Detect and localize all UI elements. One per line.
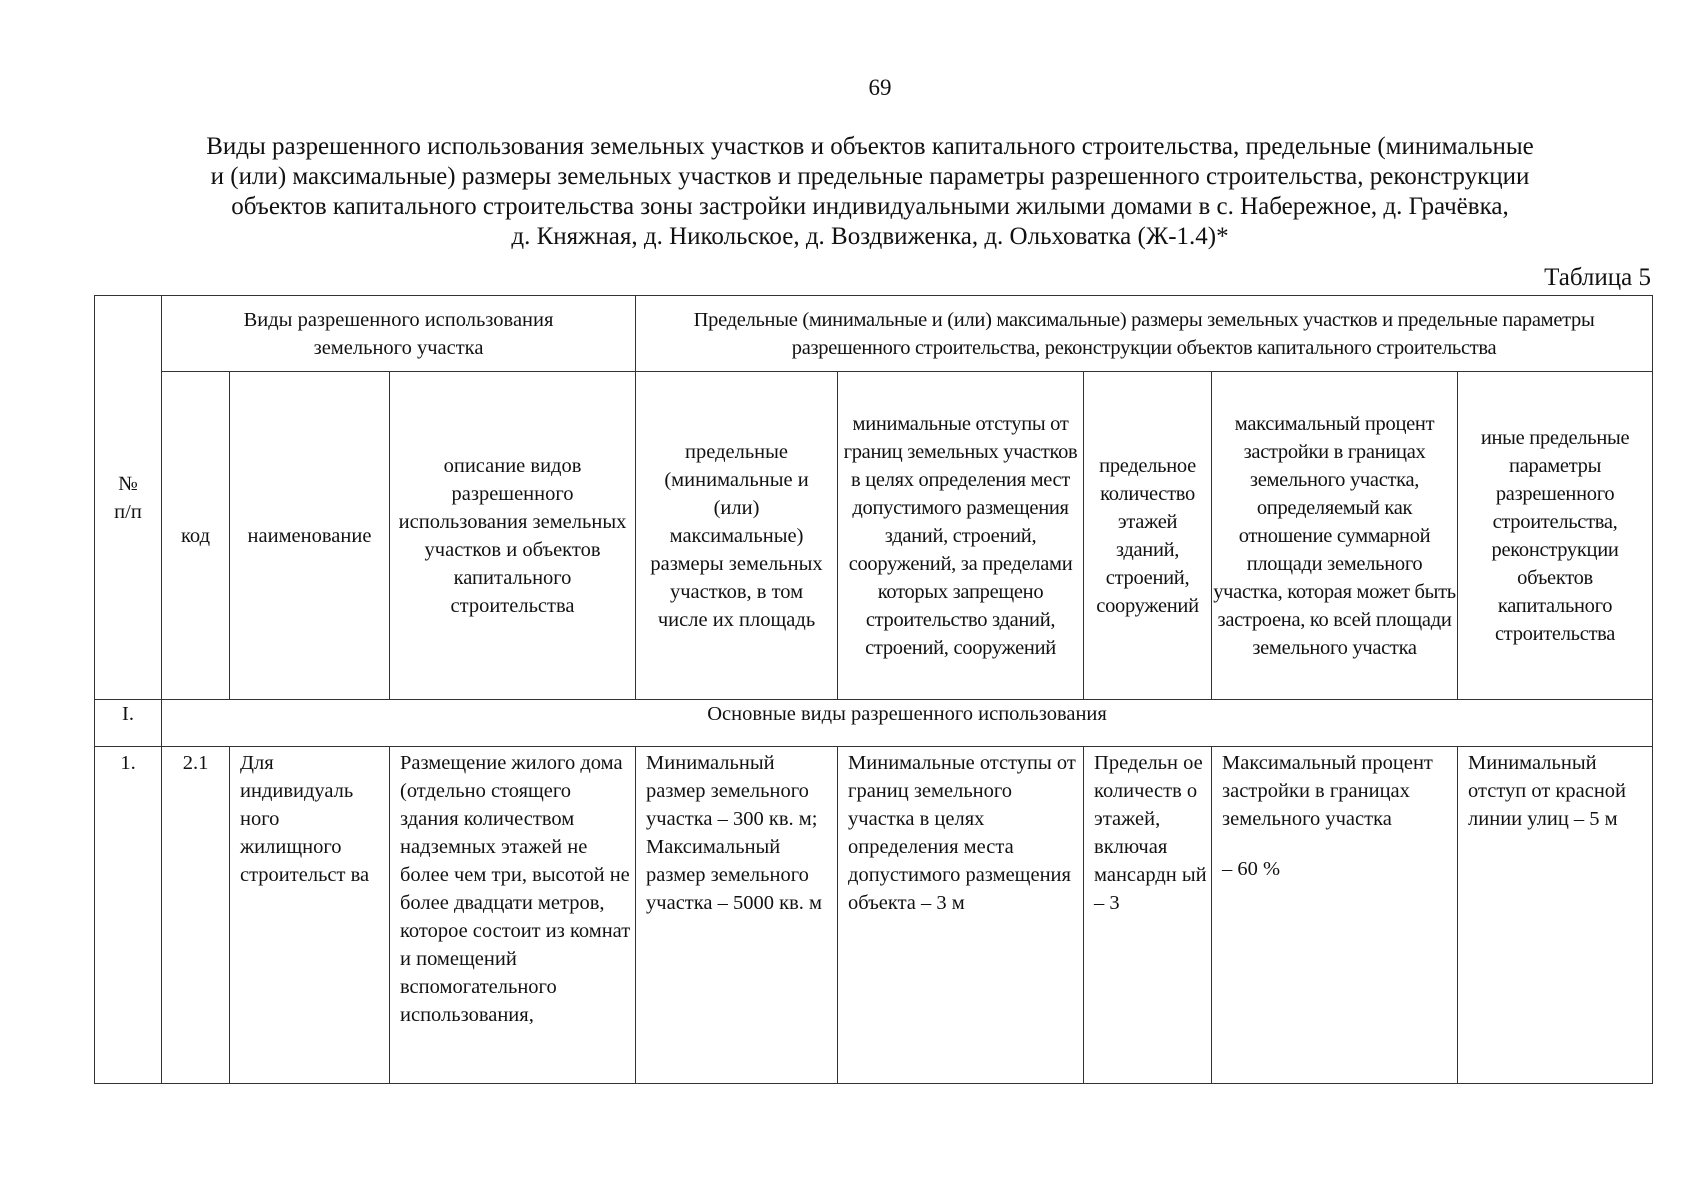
- row-setbacks: Минимальные отступы от границ земельного участка в целях определения места допустимого размещения объекта – 3 м: [838, 747, 1084, 1084]
- title-line: и (или) максимальные) размеры земельных участков и предельные параметры разрешенного строительства, реконструкции: [210, 163, 1530, 190]
- header-limits-group: Предельные (минимальные и (или) максимальные) размеры земельных участков и предельные параметры разрешенного строительства, реконструкции объектов капитального строительства: [636, 296, 1653, 372]
- row-number: 1.: [95, 747, 162, 1084]
- coverage-label: Максимальный процент застройки в границах земельного участка: [1222, 752, 1433, 830]
- table-row: [95, 747, 1653, 1084]
- header-other: иные предельные параметры разрешенного строительства, реконструкции объектов капитального строительства: [1458, 372, 1653, 700]
- header-permitted-use-group: Виды разрешенного использования земельного участка: [162, 296, 636, 372]
- row-code: 2.1: [162, 747, 230, 1084]
- header-setbacks: минимальные отступы от границ земельных участков в целях определения мест допустимого размещения зданий, строений, сооружений, за пределами которых запрещено строительство зданий, строений, сооружений: [838, 372, 1084, 700]
- row-name: Для индивидуаль ного жилищного строительст ва: [230, 747, 390, 1084]
- zoning-table: [94, 295, 1653, 1084]
- row-other: Минимальный отступ от красной линии улиц – 5 м: [1458, 747, 1653, 1084]
- row-floors: Предельн ое количеств о этажей, включая мансардн ый – 3: [1084, 747, 1212, 1084]
- page-number: 69: [868, 75, 892, 100]
- title-line: д. Княжная, д. Никольское, д. Воздвиженка, д. Ольховатка (Ж-1.4)*: [511, 223, 1229, 250]
- table-label: Таблица 5: [1544, 264, 1651, 291]
- section-number: I.: [95, 700, 162, 747]
- row-description: Размещение жилого дома (отдельно стоящего здания количеством надземных этажей не более чем три, высотой не более двадцати метров, которое состоит из комнат и помещений вспомогательного использования,: [390, 747, 636, 1084]
- header-row-number: № п/п: [95, 296, 162, 700]
- header-coverage: максимальный процент застройки в границах земельного участка, определяемый как отношение суммарной площади земельного участка, которая может быть застроена, ко всей площади земельного участка: [1212, 372, 1458, 700]
- header-code: код: [162, 372, 230, 700]
- header-description: описание видов разрешенного использования земельных участков и объектов капитального строительства: [390, 372, 636, 700]
- header-floors: предельное количество этажей зданий, строений, сооружений: [1084, 372, 1212, 700]
- document-title: [110, 132, 1630, 252]
- title-line: Виды разрешенного использования земельных участков и объектов капитального строительства, предельные (минимальные: [206, 133, 1534, 160]
- header-plot-size: предельные (минимальные и (или) максимальные) размеры земельных участков, в том числе их площадь: [636, 372, 838, 700]
- title-line: объектов капитального строительства зоны застройки индивидуальными жилыми домами в с. Набережное, д. Грачёвка,: [231, 193, 1509, 220]
- coverage-value: – 60 %: [1222, 858, 1281, 880]
- row-plot-size: Минимальный размер земельного участка – 300 кв. м; Максимальный размер земельного участка – 5000 кв. м: [636, 747, 838, 1084]
- header-name: наименование: [230, 372, 390, 700]
- section-title: Основные виды разрешенного использования: [162, 700, 1653, 747]
- row-coverage: [1212, 747, 1458, 1084]
